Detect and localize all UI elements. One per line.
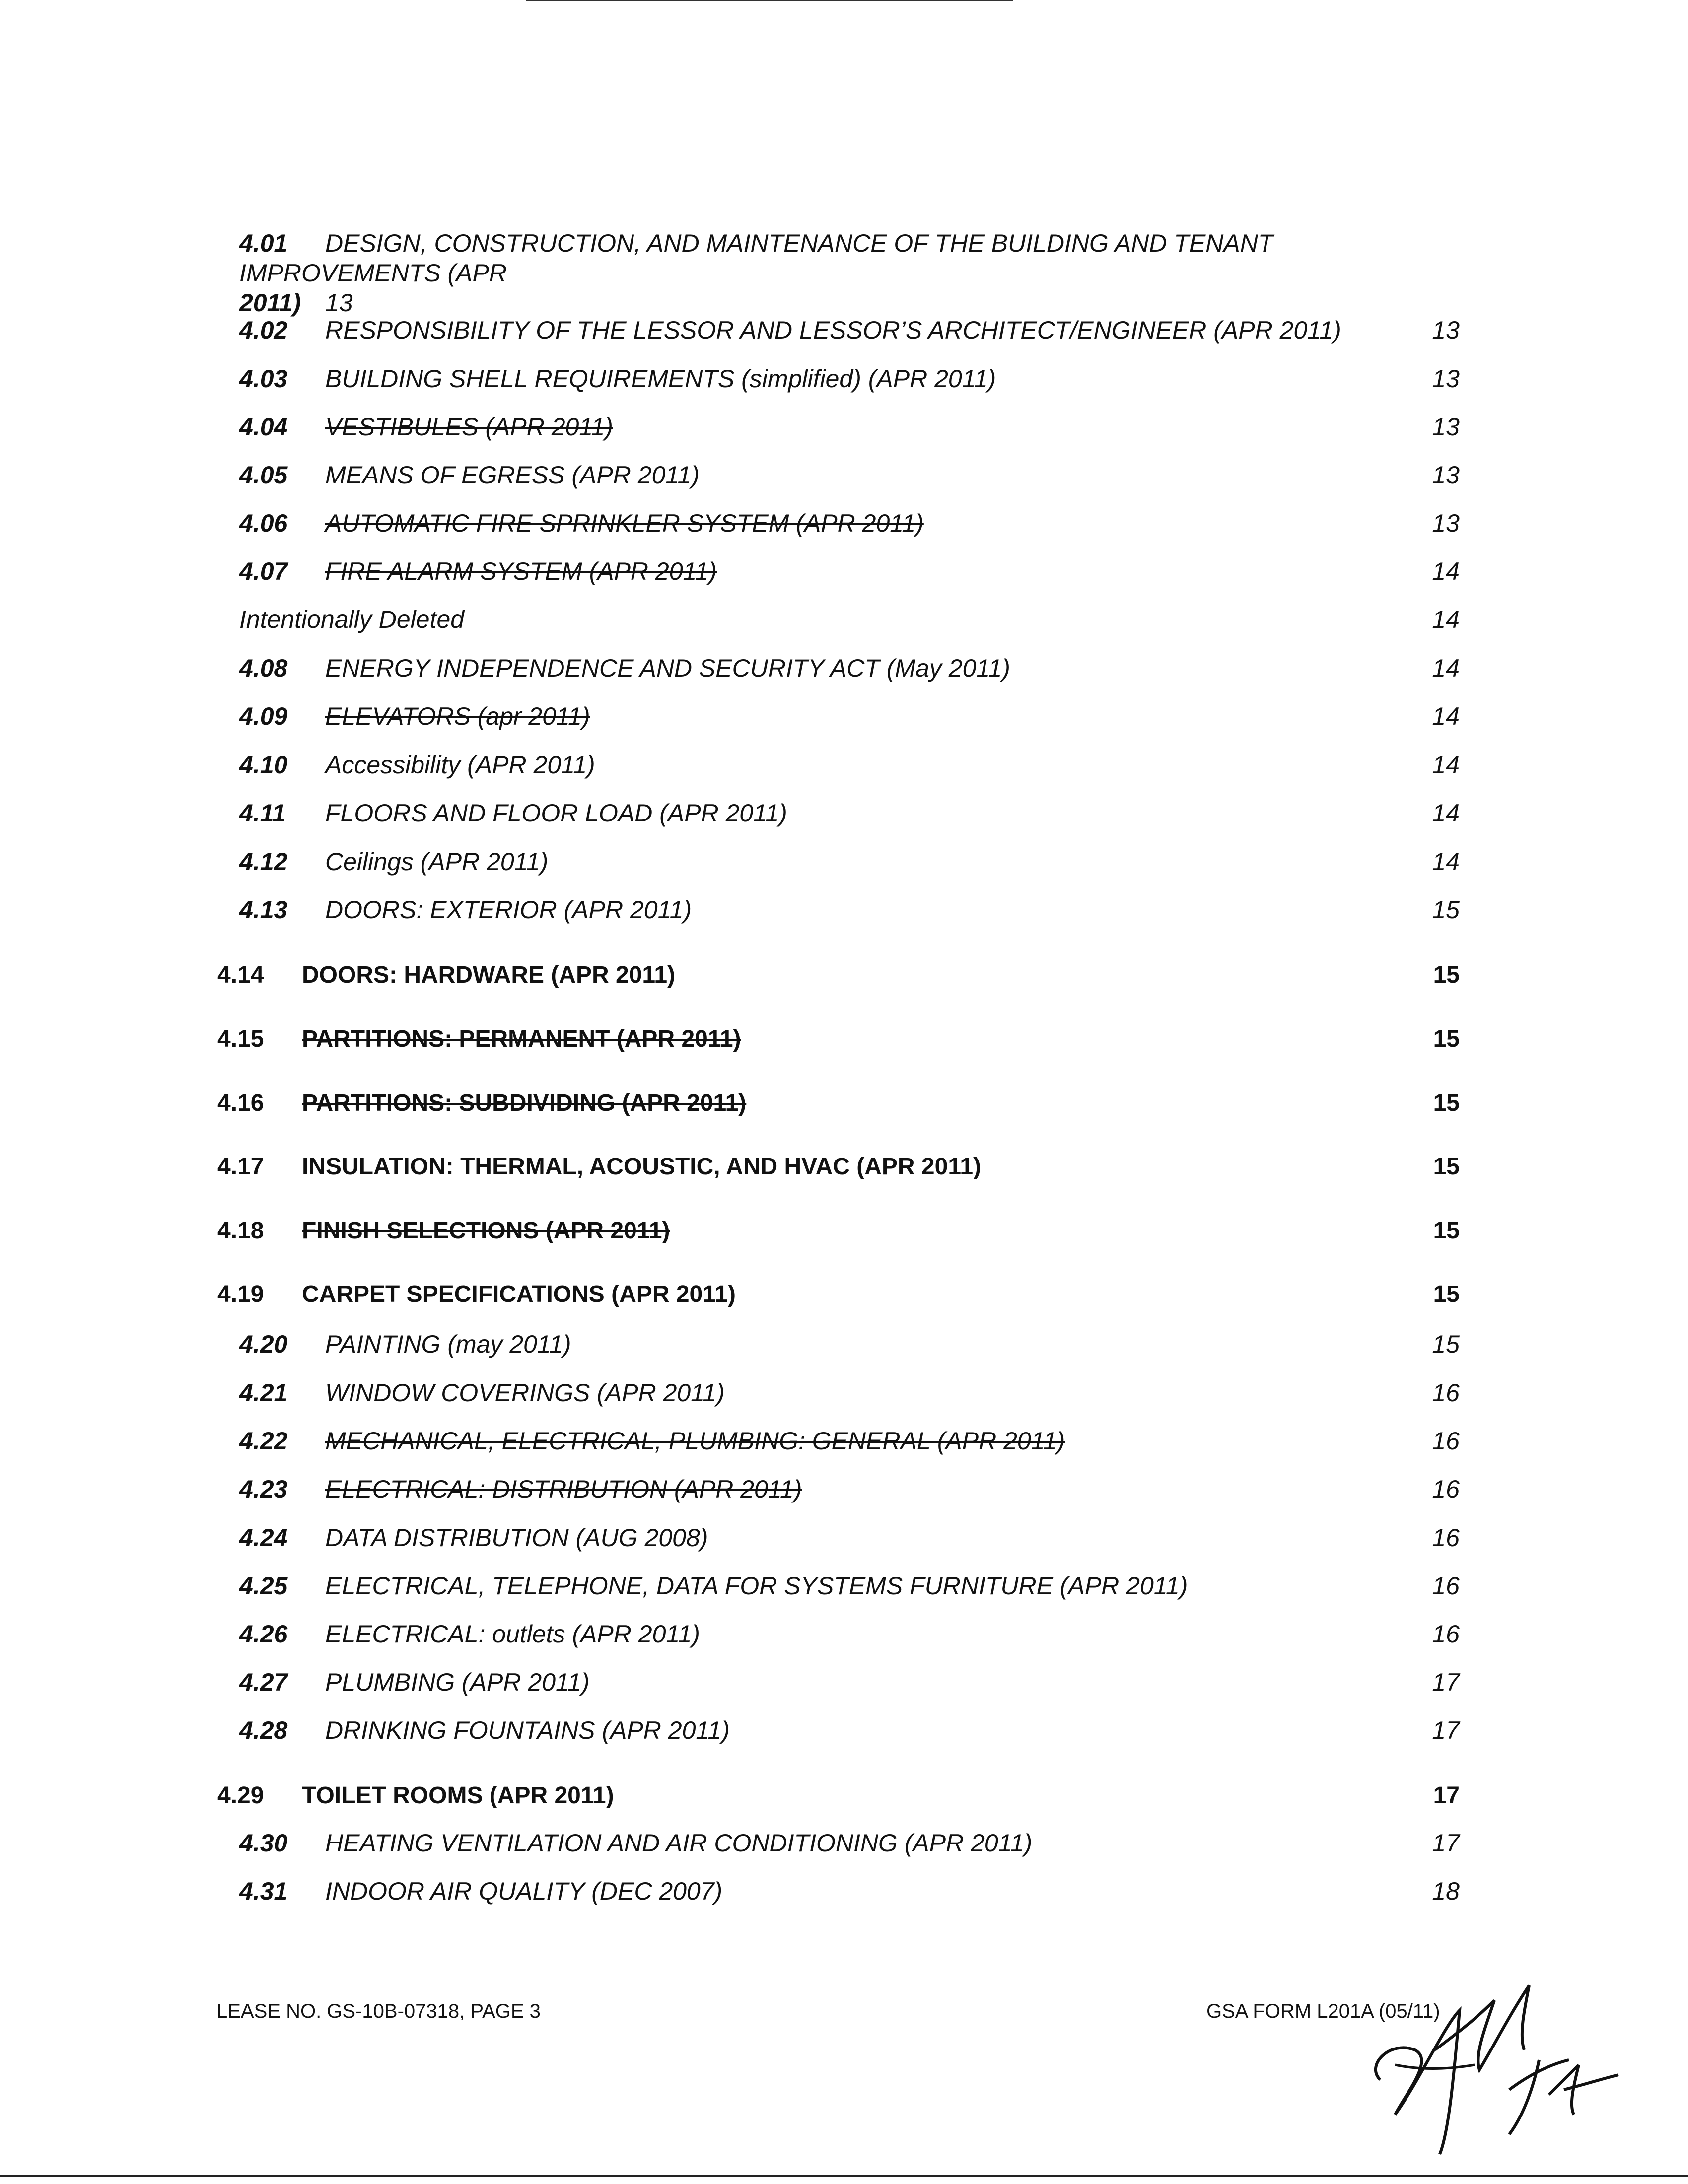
- toc-entry-page: 15: [1433, 1090, 1460, 1116]
- toc-entry: [0, 407, 1688, 447]
- toc-entry-title: ELECTRICAL: outlets (APR 2011): [325, 1620, 700, 1648]
- toc-entry: [0, 1373, 1688, 1413]
- toc-entry-page: 14: [1432, 654, 1460, 682]
- toc-entry-title: PARTITIONS: PERMANENT (APR 2011): [302, 1026, 741, 1052]
- toc-entry-page: 13: [1432, 365, 1460, 393]
- toc-entry-page: 13: [1432, 509, 1460, 537]
- toc-entry-number: 4.27: [239, 1668, 288, 1696]
- toc-entry: [0, 1084, 1688, 1123]
- toc-entry-number: 4.13: [239, 896, 288, 924]
- toc-entry: [0, 1662, 1688, 1702]
- toc-entry-number: 4.26: [239, 1620, 288, 1648]
- toc-entry-page: 17: [1433, 1782, 1460, 1809]
- toc-entry-number: 4.21: [239, 1379, 288, 1407]
- toc-entry: [0, 890, 1688, 930]
- toc-entry-number: 4.04: [239, 413, 288, 441]
- toc-entry-title: MECHANICAL, ELECTRICAL, PLUMBING: GENERAL (APR 2011): [325, 1427, 1065, 1455]
- toc-entry: [0, 551, 1688, 591]
- toc-entry-page: 14: [1432, 848, 1460, 876]
- toc-entry-number: 4.03: [239, 365, 288, 393]
- toc-entry-page: 17: [1432, 1716, 1460, 1744]
- toc-entry-title: ELECTRICAL, TELEPHONE, DATA FOR SYSTEMS FURNITURE (APR 2011): [325, 1572, 1188, 1600]
- toc-entry: [0, 359, 1688, 399]
- toc-entry-number: 4.01: [239, 229, 288, 257]
- toc-entry-page: 14: [1432, 799, 1460, 827]
- toc-entry-number: 4.24: [239, 1524, 288, 1552]
- toc-entry-title: DATA DISTRIBUTION (AUG 2008): [325, 1524, 708, 1552]
- toc-entry-number: 4.19: [217, 1281, 264, 1307]
- toc-entry-page: 16: [1432, 1524, 1460, 1552]
- toc-entry-number: 4.18: [217, 1218, 264, 1244]
- toc-entry-title: Accessibility (APR 2011): [325, 751, 595, 779]
- toc-entry: [0, 455, 1688, 495]
- toc-entry-title: Intentionally Deleted: [239, 606, 465, 633]
- toc-entry-number: 4.17: [217, 1154, 264, 1180]
- toc-entry-title: ENERGY INDEPENDENCE AND SECURITY ACT (May 2011): [325, 654, 1010, 682]
- toc-entry: [0, 696, 1688, 736]
- toc-entry-title: ELECTRICAL: DISTRIBUTION (APR 2011): [325, 1475, 802, 1503]
- toc-entry-title: FIRE ALARM SYSTEM (APR 2011): [325, 557, 717, 585]
- toc-entry-title: CARPET SPECIFICATIONS (APR 2011): [302, 1281, 736, 1307]
- toc-entry: [0, 745, 1688, 785]
- footer-form-id: GSA FORM L201A (05/11): [1206, 2000, 1440, 2022]
- toc-entry-intentionally-deleted: [0, 600, 1688, 639]
- toc-entry-number: 4.30: [239, 1829, 288, 1857]
- scan-artifact-line: [526, 0, 1013, 1]
- toc-entry-number: 4.22: [239, 1427, 288, 1455]
- toc-entry-title: Ceilings (APR 2011): [325, 848, 549, 876]
- signature-initials-icon: [1360, 1966, 1638, 2174]
- toc-entry-page: 16: [1432, 1572, 1460, 1600]
- toc-entry-number: 4.20: [239, 1330, 288, 1358]
- toc-entry: [0, 793, 1688, 833]
- toc-entry: [0, 1823, 1688, 1863]
- toc-entry-page: 13: [1432, 413, 1460, 441]
- toc-entry: [0, 842, 1688, 882]
- toc-entry-page: 13: [1432, 316, 1460, 344]
- toc-entry-number: 4.05: [239, 461, 288, 489]
- toc-entry: [0, 1776, 1688, 1816]
- toc-entry-title: INSULATION: THERMAL, ACOUSTIC, AND HVAC (APR 2011): [302, 1154, 982, 1180]
- toc-entry-number: 4.09: [239, 702, 288, 730]
- toc-entry-title: PAINTING (may 2011): [325, 1330, 571, 1358]
- toc-entry-title: DOORS: EXTERIOR (APR 2011): [325, 896, 692, 924]
- toc-entry-number: 4.14: [217, 962, 264, 988]
- toc-entry-page: 14: [1432, 606, 1460, 633]
- toc-entry-number: 4.11: [239, 799, 286, 827]
- toc-entry-number: 4.16: [217, 1090, 264, 1116]
- toc-entry: [0, 1710, 1688, 1750]
- toc-entry-title: FLOORS AND FLOOR LOAD (APR 2011): [325, 799, 787, 827]
- toc-entry-page: 16: [1432, 1379, 1460, 1407]
- toc-entry-page: 16: [1432, 1427, 1460, 1455]
- toc-entry-title: VESTIBULES (APR 2011): [325, 413, 613, 441]
- toc-entry: [0, 1324, 1688, 1364]
- toc-entry-page: 15: [1433, 962, 1460, 988]
- toc-entry-number: 4.31: [239, 1877, 288, 1905]
- toc-entry-page: 14: [1432, 557, 1460, 585]
- toc-entry-number: 4.06: [239, 509, 288, 537]
- toc-entry-title: TOILET ROOMS (APR 2011): [302, 1782, 614, 1809]
- toc-entry: [0, 1566, 1688, 1606]
- toc-entry-title: MEANS OF EGRESS (APR 2011): [325, 461, 700, 489]
- toc-entry-number: 4.10: [239, 751, 288, 779]
- toc-entry-page: 15: [1433, 1154, 1460, 1180]
- toc-entry-number: 4.12: [239, 848, 288, 876]
- toc-entry-number: 4.28: [239, 1716, 288, 1744]
- toc-entry-number: 4.15: [217, 1026, 264, 1052]
- toc-entry-page: 13: [325, 289, 353, 317]
- toc-entry-title: DOORS: HARDWARE (APR 2011): [302, 962, 676, 988]
- scan-artifact-line: [0, 2175, 1688, 2177]
- footer-lease-number: LEASE NO. GS-10B-07318, PAGE 3: [216, 2000, 541, 2022]
- toc-entry-number: 4.23: [239, 1475, 288, 1503]
- toc-entry-title: RESPONSIBILITY OF THE LESSOR AND LESSOR’S ARCHITECT/ENGINEER (APR 2011): [325, 316, 1341, 344]
- toc-entry-title: PARTITIONS: SUBDIVIDING (APR 2011): [302, 1090, 747, 1116]
- toc-entry: [0, 1275, 1688, 1314]
- toc-entry: [0, 1614, 1688, 1654]
- toc-entry-page: 15: [1433, 1218, 1460, 1244]
- toc-entry: [0, 1147, 1688, 1187]
- toc-entry-title: PLUMBING (APR 2011): [325, 1668, 590, 1696]
- toc-entry: [0, 956, 1688, 995]
- toc-entry-page: 15: [1433, 1281, 1460, 1307]
- toc-entry-page: 16: [1432, 1475, 1460, 1503]
- toc-entry-page: 14: [1432, 751, 1460, 779]
- toc-entry-page: 15: [1432, 896, 1460, 924]
- toc-entry-number: 4.25: [239, 1572, 288, 1600]
- toc-entry-page: 18: [1432, 1877, 1460, 1905]
- toc-entry-page: 14: [1432, 702, 1460, 730]
- toc-entry: [0, 1469, 1688, 1509]
- toc-entry: [0, 1020, 1688, 1059]
- toc-entry-number: 4.02: [239, 316, 288, 344]
- toc-entry-title: AUTOMATIC FIRE SPRINKLER SYSTEM (APR 2011): [325, 509, 924, 537]
- toc-entry-title: FINISH SELECTIONS (APR 2011): [302, 1218, 670, 1244]
- toc-entry-title: HEATING VENTILATION AND AIR CONDITIONING (APR 2011): [325, 1829, 1033, 1857]
- toc-entry-title: DESIGN, CONSTRUCTION, AND MAINTENANCE OF THE BUILDING AND TENANT IMPROVEMENTS (APR: [239, 229, 1273, 287]
- toc-entry-page: 16: [1432, 1620, 1460, 1648]
- toc-entry-number: 4.29: [217, 1782, 264, 1809]
- toc-entry-page: 15: [1433, 1026, 1460, 1052]
- toc-entry-title: WINDOW COVERINGS (APR 2011): [325, 1379, 725, 1407]
- toc-entry: [0, 1871, 1688, 1911]
- toc-entry: [0, 1421, 1688, 1461]
- toc-entry-page: 17: [1432, 1668, 1460, 1696]
- toc-entry-title-continuation: 2011): [239, 289, 301, 317]
- toc-entry-title: BUILDING SHELL REQUIREMENTS (simplified) (APR 2011): [325, 365, 996, 393]
- toc-entry: [0, 648, 1688, 688]
- toc-entry: [0, 1518, 1688, 1558]
- toc-entry-title: INDOOR AIR QUALITY (DEC 2007): [325, 1877, 723, 1905]
- toc-entry-page: 17: [1432, 1829, 1460, 1857]
- toc-entry-4-01: [239, 228, 1480, 318]
- toc-entry-page: 15: [1432, 1330, 1460, 1358]
- toc-entry-page: 13: [1432, 461, 1460, 489]
- toc-entry-number: 4.08: [239, 654, 288, 682]
- toc-entry: [0, 310, 1688, 350]
- toc-entry: [0, 1211, 1688, 1251]
- toc-entry-title: ELEVATORS (apr 2011): [325, 702, 590, 730]
- toc-entry-title: DRINKING FOUNTAINS (APR 2011): [325, 1716, 730, 1744]
- toc-entry: [0, 503, 1688, 543]
- toc-entry-number: 4.07: [239, 557, 288, 585]
